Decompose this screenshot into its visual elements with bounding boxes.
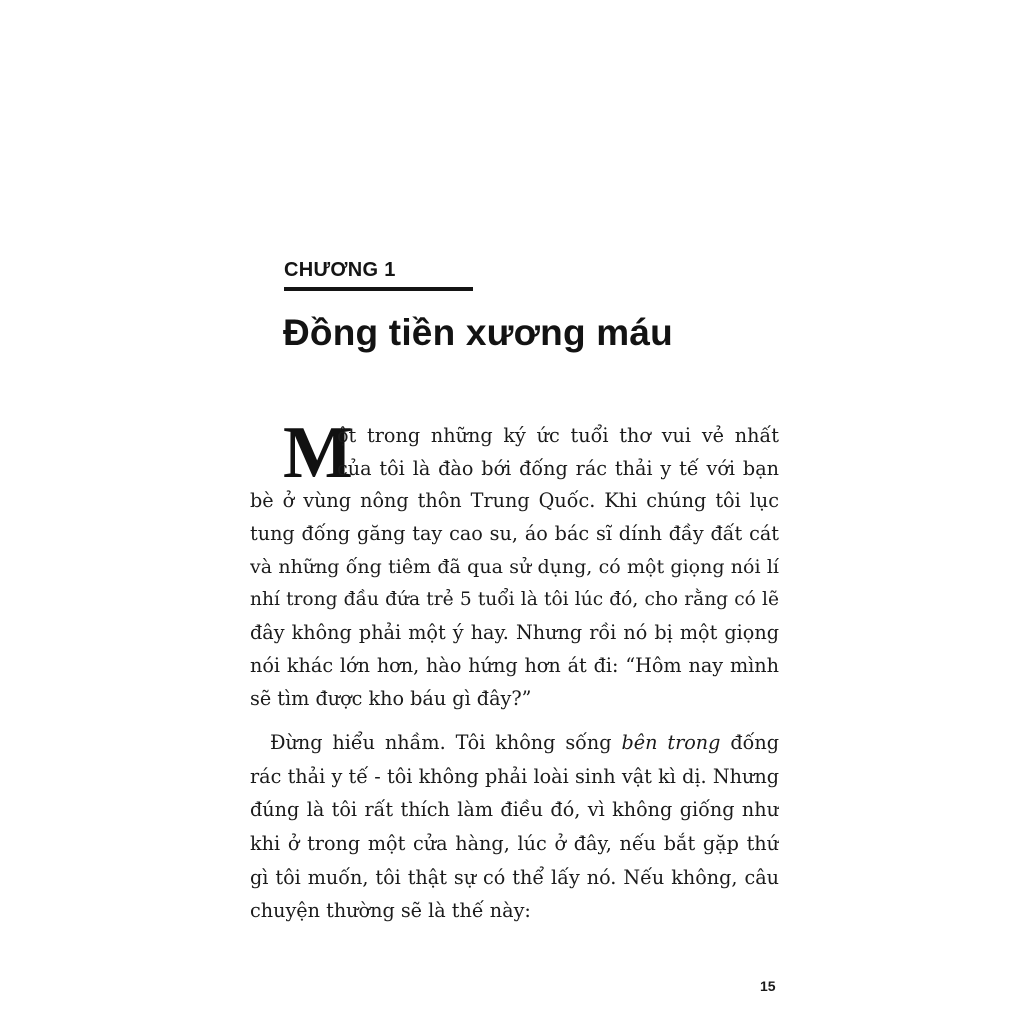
text-line: bè ở vùng nông thôn Trung Quốc. Khi chúng tôi lục [250,489,779,512]
text-span: đống [720,731,779,754]
emphasis-text: bên trong [621,731,721,754]
text-line: khi ở trong một cửa hàng, lúc ở đây, nếu bắt gặp thứ [250,832,779,855]
text-line: nói khác lớn hơn, hào hứng hơn át đi: “Hôm nay mình [250,654,779,677]
text-line: gì tôi muốn, tôi thật sự có thể lấy nó. Nếu không, câu [250,866,779,889]
text-line: tung đống găng tay cao su, áo bác sĩ dính đầy đất cát [250,522,779,545]
drop-cap: M [283,412,353,494]
text-span: Đừng hiểu nhầm. Tôi không sống [270,731,622,754]
chapter-divider [284,287,473,291]
text-line: của tôi là đào bới đống rác thải y tế với bạn [337,457,779,480]
page-number: 15 [760,978,776,994]
chapter-title: Đồng tiền xương máu [283,312,673,353]
text-line: rác thải y tế - tôi không phải loài sinh vật kì dị. Nhưng [250,765,779,788]
text-line [270,728,779,758]
text-line: đây không phải một ý hay. Nhưng rồi nó bị một giọng [250,621,779,644]
text-line: chuyện thường sẽ là thế này: [250,899,531,922]
text-line: ột trong những ký ức tuổi thơ vui vẻ nhất [337,424,779,447]
text-line: sẽ tìm được kho báu gì đây?” [250,687,532,710]
text-line: đúng là tôi rất thích làm điều đó, vì không giống như [250,798,779,821]
text-line: nhí trong đầu đứa trẻ 5 tuổi là tôi lúc đó, cho rằng có lẽ [250,589,779,610]
chapter-label: CHƯƠNG 1 [284,259,396,281]
text-line: và những ống tiêm đã qua sử dụng, có một giọng nói lí [250,556,779,578]
